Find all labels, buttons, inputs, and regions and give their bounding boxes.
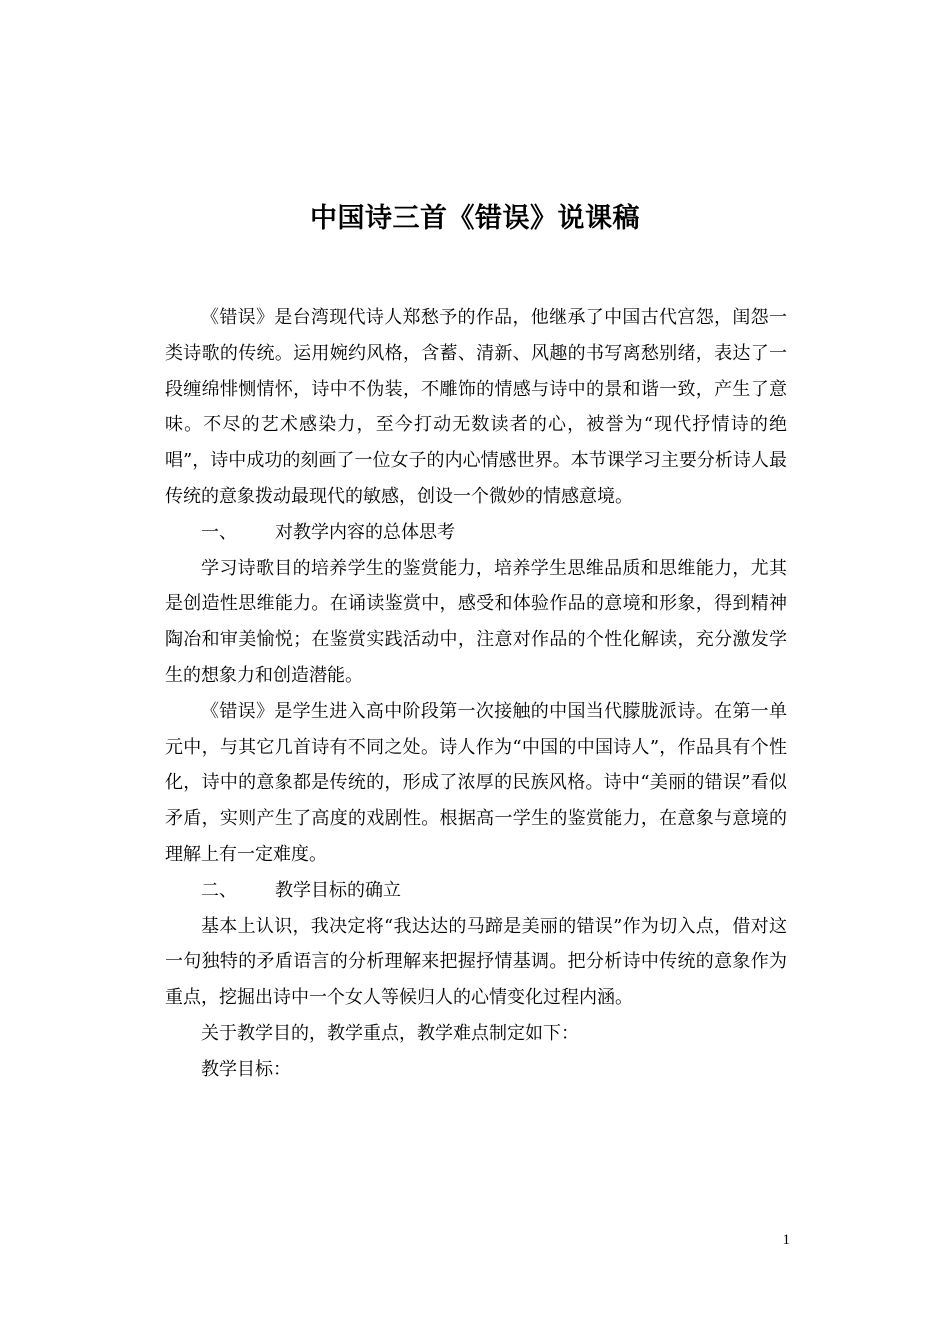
section-number: 一、 <box>201 521 237 543</box>
document-body <box>165 300 787 1088</box>
page-number: 1 <box>782 1232 790 1248</box>
document-title: 中国诗三首《错误》说课稿 <box>310 203 640 234</box>
body-paragraph: 《错误》是学生进入高中阶段第一次接触的中国当代朦胧派诗。在第一单元中，与其它几首诗有不同之处。诗人作为“中国的中国诗人”，作品具有个性化，诗中的意象都是传统的，形成了浓厚的民族风格。诗中“美丽的错误”看似矛盾，实则产生了高度的戏剧性。根据高一学生的鉴赏能力，在意象与意境的理解上有一定难度。 <box>165 700 787 865</box>
section-number: 二、 <box>201 879 237 901</box>
section-heading-text: 对教学内容的总体思考 <box>275 521 455 543</box>
section-heading-text: 教学目标的确立 <box>275 879 401 901</box>
body-paragraph: 学习诗歌目的培养学生的鉴赏能力，培养学生思维品质和思维能力，尤其是创造性思维能力。在诵读鉴赏中，感受和体验作品的意境和形象，得到精神陶冶和审美愉悦；在鉴赏实践活动中，注意对作品的个性化解读，充分激发学生的想象力和创造潜能。 <box>165 557 787 686</box>
section-heading-2 <box>165 873 787 909</box>
body-paragraph: 关于教学目的，教学重点，教学难点制定如下： <box>201 1022 579 1044</box>
body-paragraph: 教学目标： <box>201 1058 291 1080</box>
intro-paragraph: 《错误》是台湾现代诗人郑愁予的作品，他继承了中国古代宫怨，闺怨一类诗歌的传统。运用婉约风格，含蓄、清新、风趣的书写离愁别绪，表达了一段缠绵悱恻情怀，诗中不伪装，不雕饰的情感与诗中的景和谐一致，产生了意味。不尽的艺术感染力，至今打动无数读者的心，被誉为“现代抒情诗的绝唱”，诗中成功的刻画了一位女子的内心情感世界。本节课学习主要分析诗人最传统的意象拨动最现代的敏感，创设一个微妙的情感意境。 <box>165 307 787 507</box>
body-paragraph: 基本上认识，我决定将“我达达的马蹄是美丽的错误”作为切入点，借对这一句独特的矛盾语言的分析理解来把握抒情基调。把分析诗中传统的意象作为重点，挖掘出诗中一个女人等候归人的心情变化过程内涵。 <box>165 915 787 1009</box>
section-heading-1 <box>165 515 787 551</box>
